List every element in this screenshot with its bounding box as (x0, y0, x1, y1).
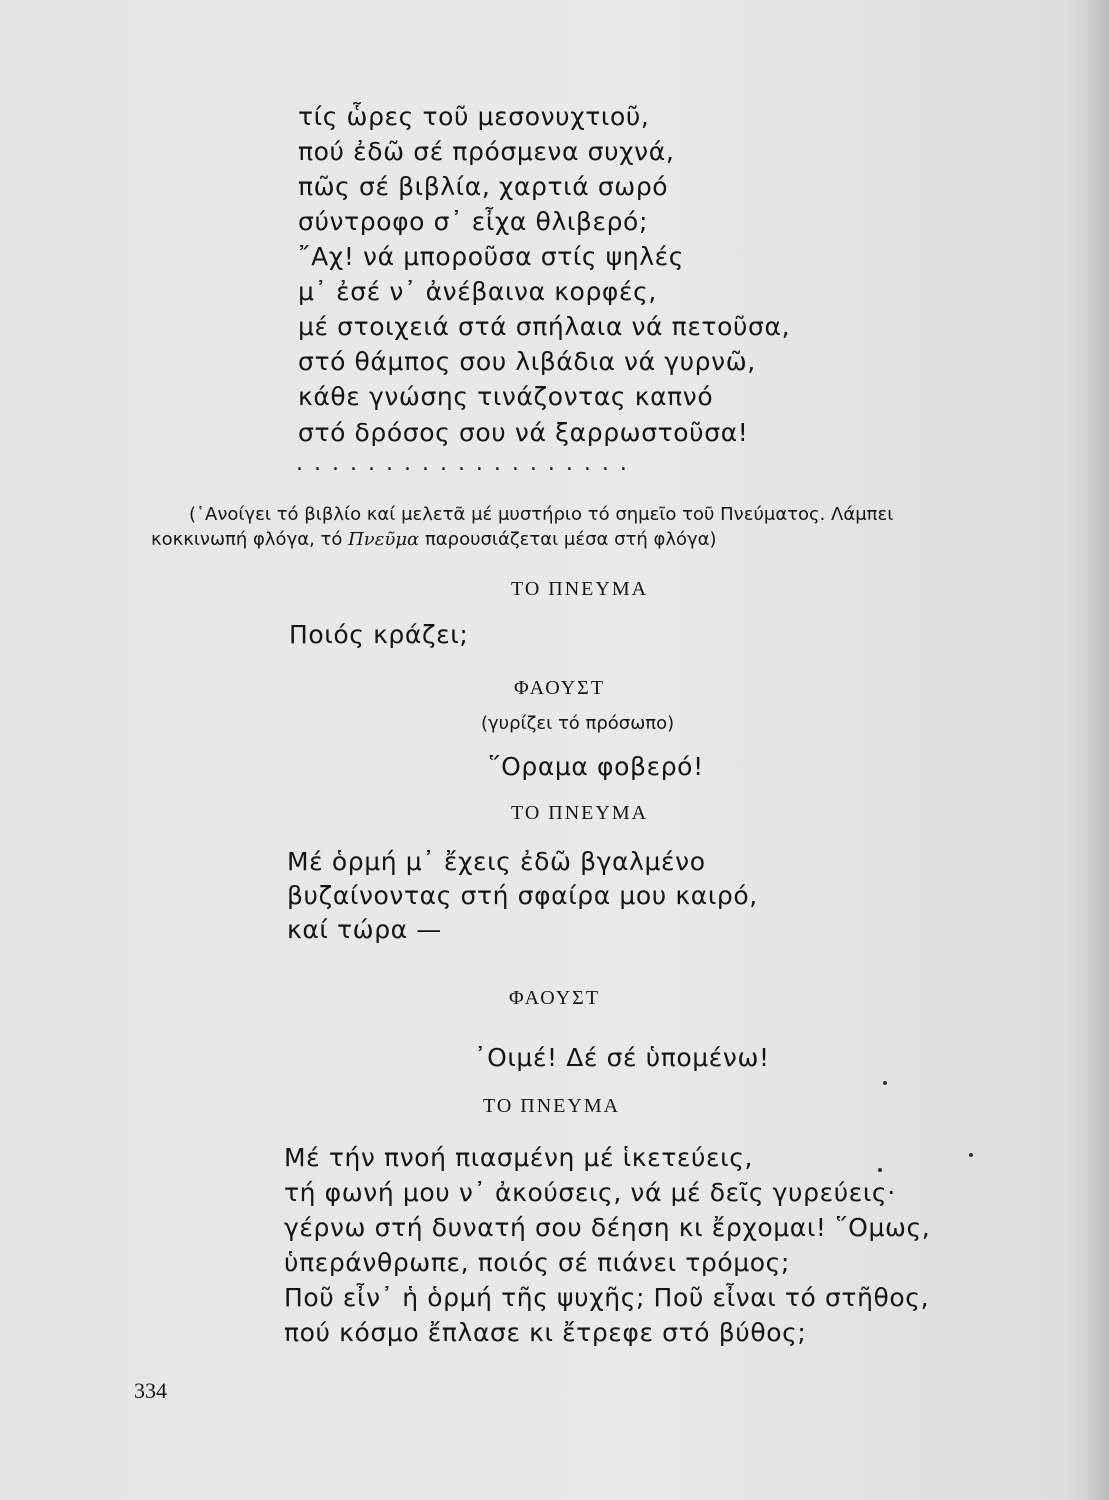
speaker-name: ΤΟ ΠΝΕΥΜΑ (511, 802, 649, 824)
dialogue-line: πού κόσμο ἔπλασε κι ἔτρεφε στό βύθος; (284, 1318, 807, 1347)
speaker-name: ΤΟ ΠΝΕΥΜΑ (511, 578, 649, 600)
verse-line: πῶς σέ βιβλία, χαρτιά σωρό (298, 172, 669, 201)
scan-speck (878, 1168, 882, 1172)
stage-direction-spirit-word: Πνεῦμα (348, 529, 420, 550)
verse-line: στό θάμπος σου λιβάδια νά γυρνῶ, (298, 347, 756, 376)
stage-direction-line-1: (῾Ανοίγει τό βιβλίο καί μελετᾶ μέ μυστήριο τό σημεῖο τοῦ Πνεύματος. Λάμπει (189, 504, 894, 525)
scan-speck (883, 1081, 887, 1085)
scan-speck (969, 1153, 973, 1157)
speaker-name: ΦΑΟΥΣΤ (514, 677, 606, 699)
dialogue-line: Ποιός κράζει; (289, 620, 469, 649)
verse-line: τίς ὧρες τοῦ μεσονυχτιοῦ, (298, 102, 650, 131)
dialogue-line: ὑπεράνθρωπε, ποιός σέ πιάνει τρόμος; (284, 1248, 790, 1277)
stage-direction: (γυρίζει τό πρόσωπο) (481, 713, 675, 734)
verse-line: κάθε γνώσης τινάζοντας καπνό (298, 382, 714, 411)
dialogue-line: Μέ ὁρμή μ᾿ ἔχεις ἐδῶ βγαλμένο (287, 847, 706, 876)
dialogue-line: βυζαίνοντας στή σφαίρα μου καιρό, (287, 881, 758, 910)
verse-line: στό δρόσος σου νά ξαρρωστοῦσα! (298, 418, 749, 447)
dialogue-line: ῞Οραμα φοβερό! (488, 752, 704, 781)
verse-line: πού ἐδῶ σέ πρόσμενα συχνά, (298, 137, 675, 166)
page-number: 334 (134, 1378, 167, 1403)
stage-direction-text: κοκκινωπή φλόγα, τό (151, 529, 349, 550)
dialogue-line: Μέ τήν πνοή πιασμένη μέ ἱκετεύεις, (284, 1143, 754, 1172)
page-edge-shadow (1081, 0, 1109, 1500)
speaker-name: ΤΟ ΠΝΕΥΜΑ (483, 1095, 621, 1117)
dialogue-line: τή φωνή μου ν᾿ ἀκούσεις, νά μέ δεῖς γυρεύεις· (284, 1178, 896, 1207)
verse-line: μέ στοιχειά στά σπήλαια νά πετοῦσα, (298, 312, 791, 341)
ellipsis-line: ................... (296, 451, 638, 476)
speaker-name: ΦΑΟΥΣΤ (509, 987, 601, 1009)
verse-line: μ᾿ ἐσέ ν᾿ ἀνέβαινα κορφές, (298, 277, 657, 306)
dialogue-line: καί τώρα — (287, 915, 442, 944)
verse-line: σύντροφο σ᾿ εἶχα θλιβερό; (298, 207, 648, 236)
stage-direction-line-2 (151, 528, 717, 552)
stage-direction-text: παρουσιάζεται μέσα στή φλόγα) (419, 529, 717, 550)
dialogue-line: ᾿Οιμέ! Δέ σέ ὑπομένω! (474, 1043, 770, 1072)
verse-line: ῎Αχ! νά μποροῦσα στίς ψηλές (298, 242, 685, 271)
dialogue-line: Ποῦ εἶν᾿ ἡ ὁρμή τῆς ψυχῆς; Ποῦ εἶναι τό στῆθος, (284, 1283, 930, 1312)
dialogue-line: γέρνω στή δυνατή σου δέηση κι ἔρχομαι! ῞Ομως, (284, 1213, 931, 1242)
